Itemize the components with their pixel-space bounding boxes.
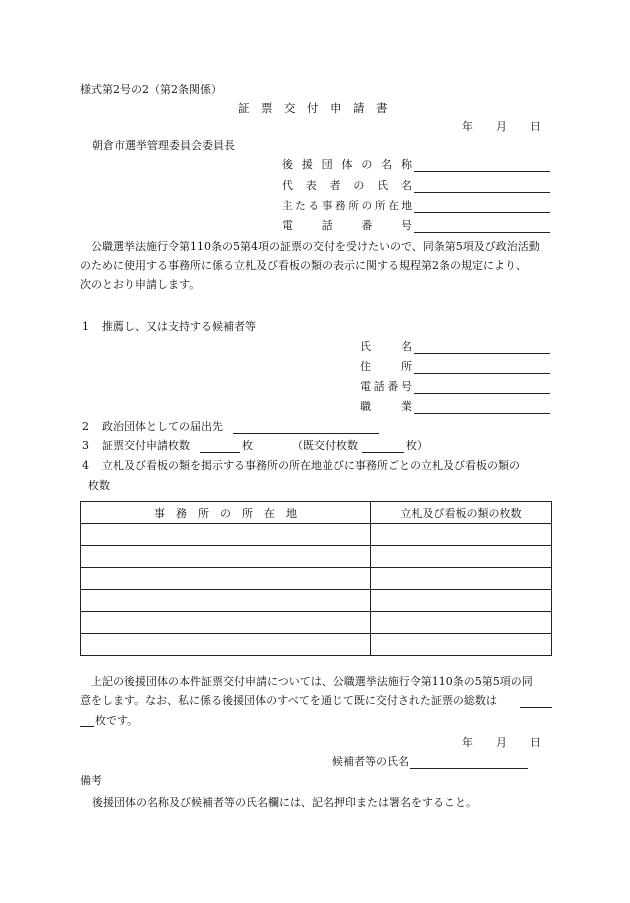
date-year-label: 年 [462,736,473,749]
column-header-signboard-count: 立札及び看板の類の枚数 [371,502,552,524]
item-number: 4 [82,459,89,472]
table-cell[interactable] [371,634,552,656]
requested-count-input[interactable] [200,440,240,453]
consent-line: 意をします。なお、私に係る後援団体のすべてを通じて既に交付された証票の総数は [80,694,497,707]
table-header-row [81,502,552,524]
field-label: 職業 [360,400,412,413]
field-label: 氏名 [360,340,412,353]
intro-line: のために使用する事務所に係る立札及び看板の類の表示に関する規程第2条の規定により、 [80,259,527,272]
issued-count-label: （既交付枚数 [292,439,358,452]
table-cell[interactable] [371,590,552,612]
issued-count-input[interactable] [362,440,404,453]
addressee: 朝倉市選挙管理委員会委員長 [92,139,235,152]
field-label: 電話番号 [282,219,412,232]
unit-label: 枚） [406,439,428,452]
office-signboard-table [80,501,552,656]
table-row [81,568,552,590]
candidate-field-phone [360,380,552,394]
intro-paragraph [80,237,560,294]
table-cell[interactable] [81,568,371,590]
date-day-label: 日 [530,120,541,133]
item-label-continued: 枚数 [88,479,110,492]
table-cell[interactable] [371,524,552,546]
total-count-input-end[interactable] [80,714,94,727]
date-month-label: 月 [496,120,507,133]
consent-line: 枚です。 [95,714,139,727]
candidate-field-occupation [360,400,552,414]
form-label: 様式第2号の2（第2条関係） [80,83,222,96]
item-label: 立札及び看板の類を掲示する事務所の所在地並びに事務所ごとの立札及び看板の類の [102,459,520,472]
table-cell[interactable] [371,546,552,568]
table-cell[interactable] [81,612,371,634]
item-number: 3 [82,439,89,452]
signature-line[interactable] [414,158,550,172]
consent-line: 上記の後援団体の本件証票交付申請については、公職選挙法施行令第110条の5第5項の同 [80,675,533,688]
item-label: 証票交付申請枚数 [102,439,190,452]
input-line[interactable] [414,360,550,374]
unit-label: 枚 [242,439,253,452]
signature-line[interactable] [414,219,550,233]
applicant-field-name [282,158,552,172]
field-label: 住所 [360,360,412,373]
applicant-field-representative [282,179,552,193]
table-cell[interactable] [81,546,371,568]
table-row [81,546,552,568]
total-count-input-start[interactable] [520,695,552,708]
field-label: 電話番号 [360,380,412,393]
intro-line: 公職選挙法施行令第110条の5第4項の証票の交付を受けたいので、同条第5項及び政治活動 [80,240,540,253]
input-line[interactable] [414,340,550,354]
date-month-label: 月 [496,736,507,749]
page-title: 証 票 交 付 申 請 書 [238,101,388,115]
date-year-label: 年 [462,120,473,133]
table-cell[interactable] [81,634,371,656]
item-number: 1 [82,320,89,333]
field-label: 代表者の氏名 [282,179,412,192]
registration-input-line[interactable] [233,421,379,434]
table-cell[interactable] [371,568,552,590]
table-cell[interactable] [371,612,552,634]
remarks-text: 後援団体の名称及び候補者等の氏名欄には、記名押印または署名をすること。 [92,796,477,809]
table-cell[interactable] [81,524,371,546]
remarks-heading: 備考 [80,774,102,787]
candidate-signature-line[interactable] [410,756,528,769]
intro-line: 次のとおり申請します。 [80,278,201,291]
signature-line[interactable] [414,179,550,193]
applicant-field-phone [282,219,552,233]
table-row [81,612,552,634]
column-header-office-address: 事 務 所 の 所 在 地 [81,502,371,524]
item-label: 推薦し、又は支持する候補者等 [102,320,256,333]
signature-line[interactable] [414,199,550,213]
input-line[interactable] [414,400,550,414]
candidate-field-name [360,340,552,354]
applicant-field-address [282,199,552,213]
item-label: 政治団体としての届出先 [102,420,223,433]
table-cell[interactable] [81,590,371,612]
field-label: 後援団体の名称 [282,158,412,171]
item-number: 2 [82,420,89,433]
field-label: 主たる事務所の所在地 [282,200,412,212]
date-day-label: 日 [530,736,541,749]
candidate-signature-label: 候補者等の氏名 [332,755,409,768]
table-row [81,634,552,656]
table-row [81,524,552,546]
candidate-field-address [360,360,552,374]
input-line[interactable] [414,380,550,394]
table-row [81,590,552,612]
